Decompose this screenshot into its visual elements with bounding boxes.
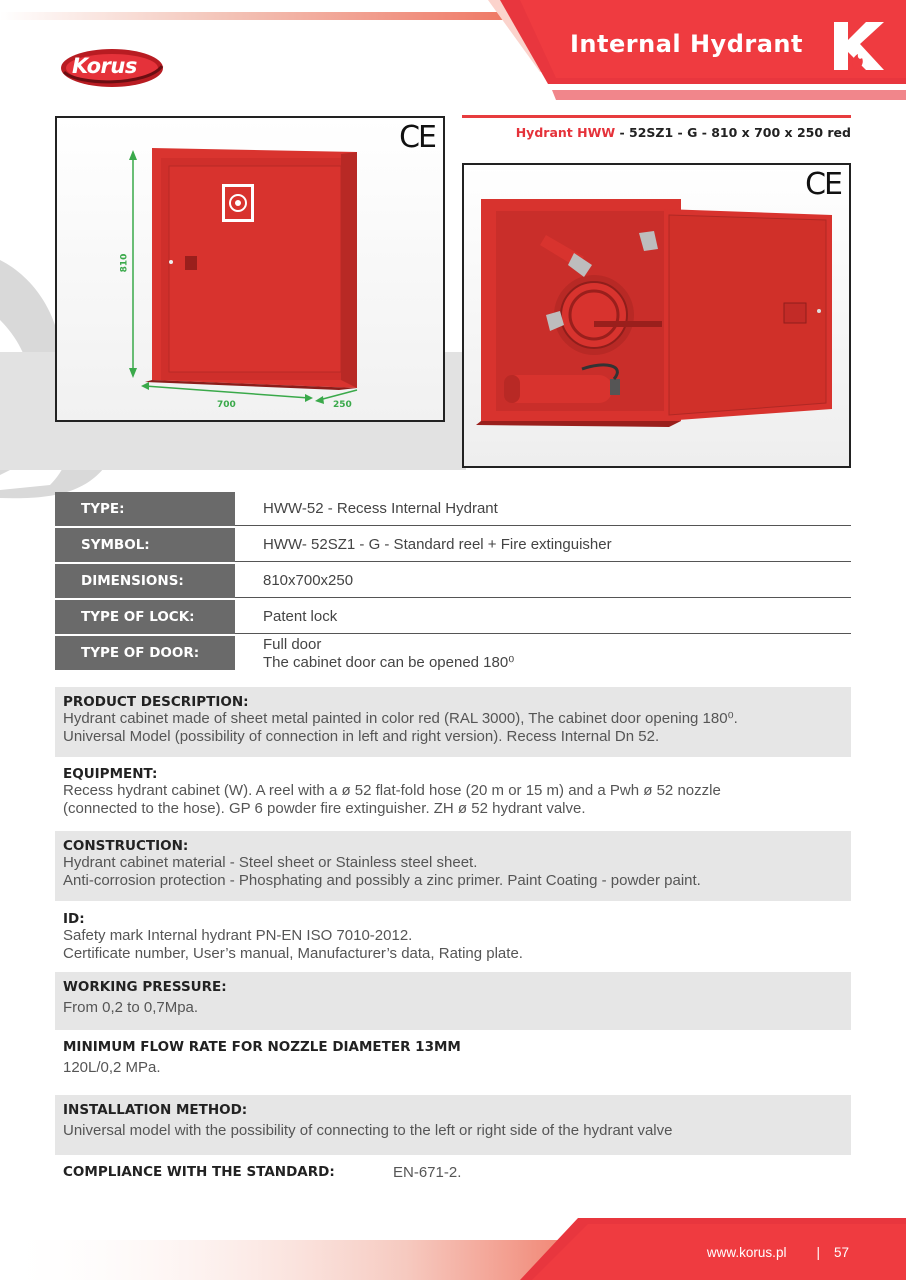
page-number: 57 bbox=[833, 1245, 849, 1260]
product-title-rule bbox=[462, 115, 851, 118]
section-title: WORKING PRESSURE: bbox=[63, 979, 227, 995]
spec-row-type bbox=[55, 492, 851, 526]
ce-mark: CE bbox=[805, 167, 841, 202]
section-text: (connected to the hose). GP 6 powder fire extinguisher. ZH ø 52 hydrant valve. bbox=[63, 800, 586, 817]
section-title: EQUIPMENT: bbox=[63, 766, 158, 782]
section-text: Safety mark Internal hydrant PN-EN ISO 7010-2012. bbox=[63, 927, 413, 944]
section-text: From 0,2 to 0,7Mpa. bbox=[63, 999, 199, 1016]
section-title: CONSTRUCTION: bbox=[63, 838, 189, 854]
spec-value: HWW-52 - Recess Internal Hydrant bbox=[235, 492, 851, 526]
spec-value: HWW- 52SZ1 - G - Standard reel + Fire extinguisher bbox=[235, 528, 851, 562]
spec-value: 810x700x250 bbox=[235, 564, 851, 598]
section-text: Universal model with the possibility of connecting to the left or right side of the hydrant valve bbox=[63, 1122, 673, 1139]
section-text: Certificate number, User’s manual, Manufacturer’s data, Rating plate. bbox=[63, 945, 523, 962]
spec-row-dimensions bbox=[55, 564, 851, 598]
section-working-pressure bbox=[55, 972, 851, 1030]
spec-value: Patent lock bbox=[235, 600, 851, 634]
section-title: COMPLIANCE WITH THE STANDARD: bbox=[63, 1164, 335, 1180]
spec-row-door bbox=[55, 636, 851, 670]
k-brand-icon bbox=[832, 20, 886, 72]
product-image-closed bbox=[55, 116, 445, 422]
product-title-spec: - 52SZ1 - G - 810 x 700 x 250 red bbox=[615, 125, 851, 140]
section-title: PRODUCT DESCRIPTION: bbox=[63, 694, 249, 710]
section-flow-rate bbox=[55, 1032, 851, 1090]
product-title bbox=[516, 125, 851, 140]
ce-mark: CE bbox=[399, 120, 435, 155]
section-installation bbox=[55, 1095, 851, 1155]
product-image-open bbox=[462, 163, 851, 468]
dimension-depth-label: 250 bbox=[333, 400, 352, 410]
spec-label: DIMENSIONS: bbox=[55, 564, 235, 598]
spec-label: TYPE OF DOOR: bbox=[55, 636, 235, 670]
spec-value bbox=[235, 636, 851, 670]
spec-label: TYPE OF LOCK: bbox=[55, 600, 235, 634]
spec-value-line: Full door bbox=[263, 636, 322, 653]
closed-cabinet-illustration bbox=[57, 118, 445, 422]
section-equipment bbox=[55, 759, 851, 827]
footer-info bbox=[707, 1245, 849, 1260]
dimension-height-label: 810 bbox=[119, 253, 130, 273]
section-title: MINIMUM FLOW RATE FOR NOZZLE DIAMETER 13MM bbox=[63, 1039, 461, 1055]
section-text: 120L/0,2 MPa. bbox=[63, 1059, 161, 1076]
open-cabinet-illustration bbox=[464, 165, 851, 468]
spec-label: SYMBOL: bbox=[55, 528, 235, 562]
footer-separator: | bbox=[816, 1245, 820, 1260]
section-text: Recess hydrant cabinet (W). A reel with a ø 52 flat-fold hose (20 m or 15 m) and a Pwh ø 52 nozzle bbox=[63, 782, 721, 799]
dimension-width-label: 700 bbox=[217, 400, 236, 410]
section-text: Anti-corrosion protection - Phosphating and possibly a zinc primer. Paint Coating - powder paint. bbox=[63, 872, 701, 889]
footer-website-link[interactable]: www.korus.pl bbox=[706, 1245, 787, 1260]
section-compliance bbox=[63, 1164, 462, 1181]
section-title: ID: bbox=[63, 911, 85, 927]
section-text: Hydrant cabinet material - Steel sheet or Stainless steel sheet. bbox=[63, 854, 478, 871]
page-title: Internal Hydrant bbox=[570, 30, 803, 58]
spec-row-symbol bbox=[55, 528, 851, 562]
section-text: Universal Model (possibility of connection in left and right version). Recess Internal Dn 52. bbox=[63, 728, 660, 745]
brand-name: Korus bbox=[72, 54, 137, 78]
section-id bbox=[55, 904, 851, 970]
spec-value-line: The cabinet door can be opened 180⁰ bbox=[263, 654, 515, 671]
section-title: INSTALLATION METHOD: bbox=[63, 1102, 248, 1118]
spec-label: TYPE: bbox=[55, 492, 235, 526]
section-text: Hydrant cabinet made of sheet metal painted in color red (RAL 3000), The cabinet door opening 180⁰. bbox=[63, 710, 738, 727]
section-product-description bbox=[55, 687, 851, 757]
section-construction bbox=[55, 831, 851, 901]
product-title-model: Hydrant HWW bbox=[515, 125, 616, 140]
spec-row-lock bbox=[55, 600, 851, 634]
section-text: EN-671-2. bbox=[393, 1164, 462, 1181]
